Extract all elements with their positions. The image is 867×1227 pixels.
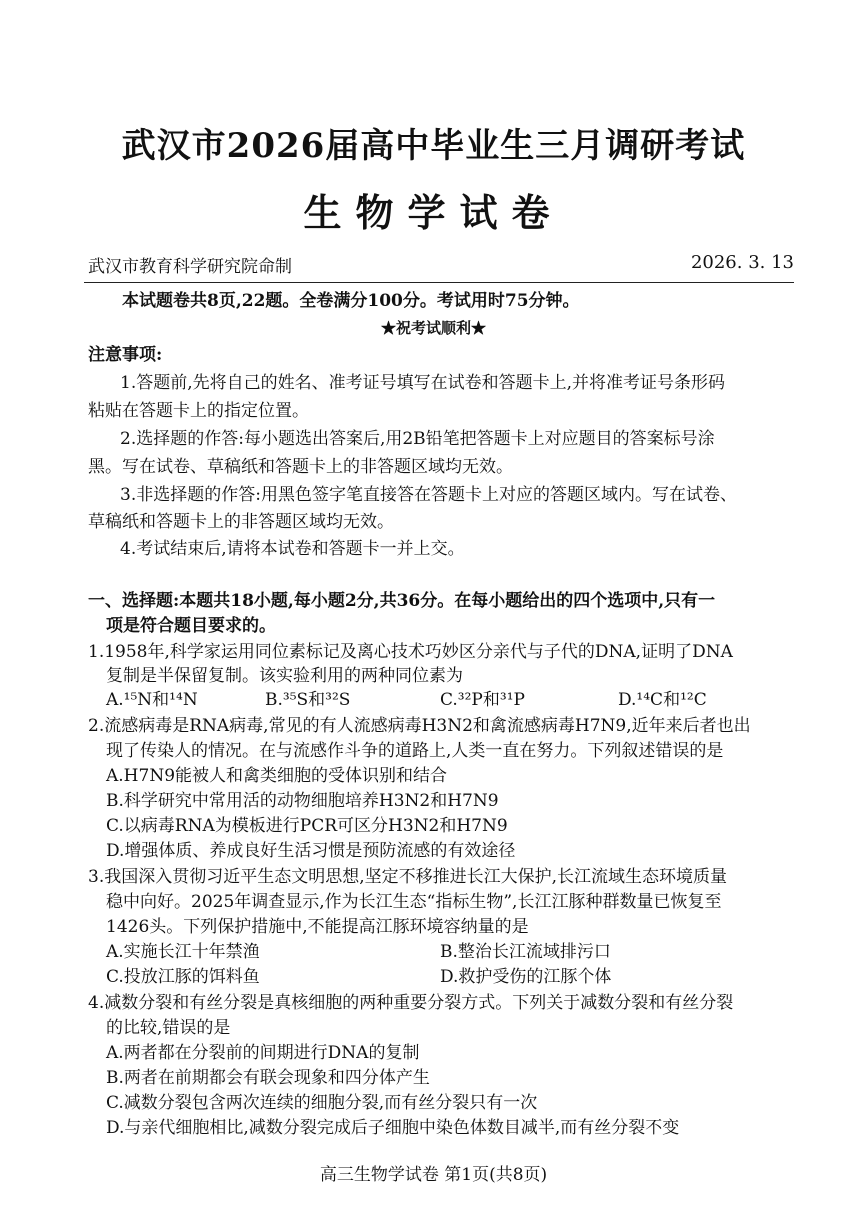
question-4-option-b: B.两者在前期都会有联会现象和四分体产生 [106,1068,430,1088]
section-heading-line-1: 一、选择题:本题共18小题,每小题2分,共36分。在每小题给出的四个选项中,只有一 [88,591,716,611]
question-3-option-d: D.救护受伤的江豚个体 [440,967,612,987]
issuer-text: 武汉市教育科学研究院命制 [88,257,292,277]
note-line-2: 粘贴在答题卡上的指定位置。 [88,401,309,421]
question-2-option-d: D.增强体质、养成良好生活习惯是预防流感的有效途径 [106,841,516,861]
note-line-6: 草稿纸和答题卡上的非答题区域均无效。 [88,512,394,532]
question-1-option-b: B.³⁵S和³²S [265,690,351,710]
note-line-7: 4.考试结束后,请将本试卷和答题卡一并上交。 [120,539,465,559]
question-4-stem-line-1: 4.减数分裂和有丝分裂是真核细胞的两种重要分裂方式。下列关于减数分裂和有丝分裂 [88,993,734,1013]
question-2-stem-line-2: 现了传染人的情况。在与流感作斗争的道路上,人类一直在努力。下列叙述错误的是 [106,741,724,761]
question-3-stem-line-1: 3.我国深入贯彻习近平生态文明思想,坚定不移推进长江大保护,长江流域生态环境质量 [88,867,728,887]
exam-subject-title: 生物学试卷 [303,190,564,235]
question-1-option-c: C.³²P和³¹P [440,690,525,710]
question-1-option-a: A.¹⁵N和¹⁴N [106,690,198,710]
question-1-stem-line-2: 复制是半保留复制。该实验利用的两种同位素为 [106,666,463,686]
question-3-option-b: B.整治长江流域排污口 [440,942,611,962]
note-line-1: 1.答题前,先将自己的姓名、准考证号填写在试卷和答题卡上,并将准考证号条形码 [120,373,726,393]
question-4-option-d: D.与亲代细胞相比,减数分裂完成后子细胞中染色体数目减半,而有丝分裂不变 [106,1118,680,1138]
section-heading-line-2: 项是符合题目要求的。 [106,616,276,636]
note-line-3: 2.选择题的作答:每小题选出答案后,用2B铅笔把答题卡上对应题目的答案标号涂 [120,429,715,449]
question-4-option-a: A.两者都在分裂前的间期进行DNA的复制 [106,1043,420,1063]
question-3-stem-line-3: 1426头。下列保护措施中,不能提高江豚环境容纳量的是 [106,917,529,937]
question-4-stem-line-2: 的比较,错误的是 [106,1018,231,1038]
question-2-option-a: A.H7N9能被人和禽类细胞的受体识别和结合 [106,766,448,786]
question-3-option-a: A.实施长江十年禁渔 [106,942,260,962]
header-divider [84,282,794,283]
note-line-4: 黑。写在试卷、草稿纸和答题卡上的非答题区域均无效。 [88,457,513,477]
question-2-stem-line-1: 2.流感病毒是RNA病毒,常见的有人流感病毒H3N2和禽流感病毒H7N9,近年来后者也出 [88,716,751,736]
good-luck-banner: ★祝考试顺利★ [380,319,486,337]
exam-summary: 本试题卷共8页,22题。全卷满分100分。考试用时75分钟。 [122,291,580,311]
question-1-option-d: D.¹⁴C和¹²C [618,690,707,710]
question-3-option-c: C.投放江豚的饵料鱼 [106,967,260,987]
note-line-5: 3.非选择题的作答:用黑色签字笔直接答在答题卡上对应的答题区域内。写在试卷、 [120,485,737,505]
exam-title: 武汉市2026届高中毕业生三月调研考试 [121,126,746,166]
question-4-option-c: C.减数分裂包含两次连续的细胞分裂,而有丝分裂只有一次 [106,1093,538,1113]
page-footer: 高三生物学试卷 第1页(共8页) [319,1165,548,1185]
exam-date: 2026. 3. 13 [690,252,794,273]
notes-heading: 注意事项: [88,345,163,365]
question-3-stem-line-2: 稳中向好。2025年调查显示,作为长江生态“指标生物”,长江江豚种群数量已恢复至 [106,892,722,912]
question-2-option-c: C.以病毒RNA为模板进行PCR可区分H3N2和H7N9 [106,816,508,836]
question-2-option-b: B.科学研究中常用活的动物细胞培养H3N2和H7N9 [106,791,499,811]
question-1-stem-line-1: 1.1958年,科学家运用同位素标记及离心技术巧妙区分亲代与子代的DNA,证明了DNA [88,642,733,662]
